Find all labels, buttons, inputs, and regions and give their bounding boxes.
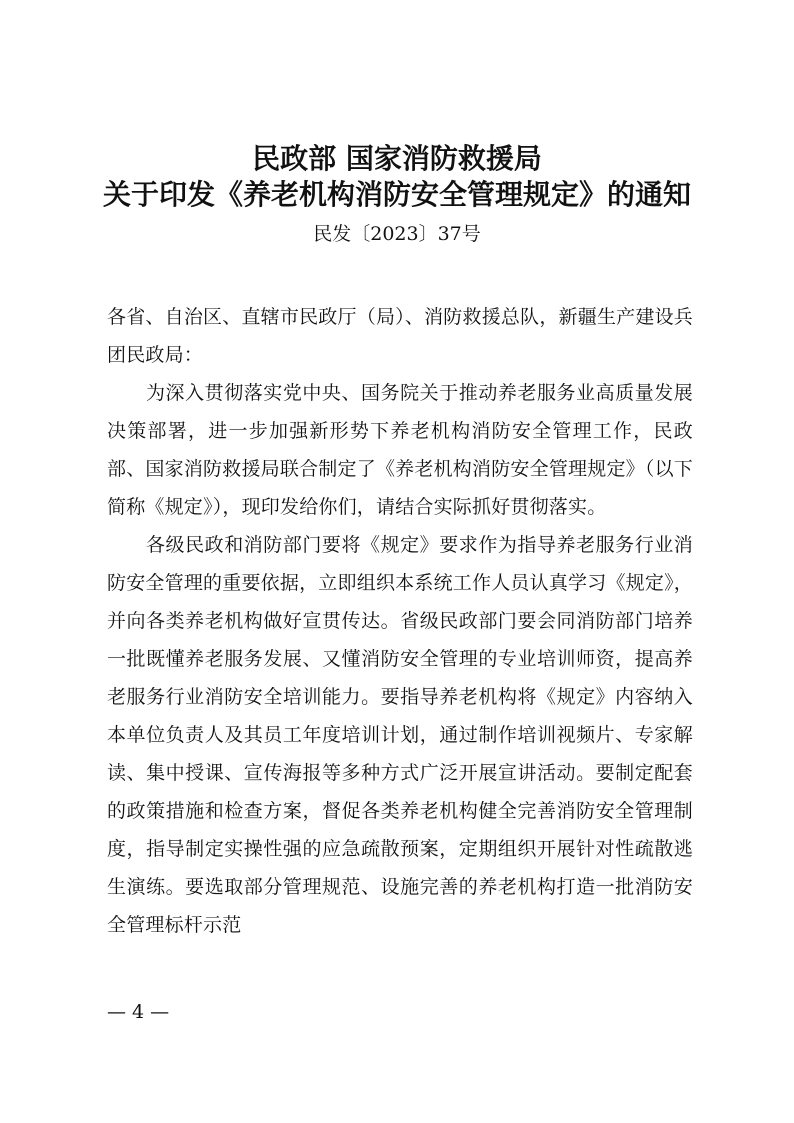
document-title-line-2: 关于印发《养老机构消防安全管理规定》的通知 <box>102 178 691 211</box>
body-paragraph-2: 各级民政和消防部门要将《规定》要求作为指导养老服务行业消防安全管理的重要依据，立即组织本系统工作人员认真学习《规定》，并向各类养老机构做好宣贯传达。省级民政部门要会同消防部门培养一批既懂养老服务发展、又懂消防安全管理的专业培训师资，提高养老服务行业消防安全培训能力。要指导养老机构将《规定》内容纳入本单位负责人及其员工年度培训计划，通过制作培训视频片、专家解读、集中授课、宣传海报等多种方式广泛开展宣讲活动。要制定配套的政策措施和检查方案，督促各类养老机构健全完善消防安全管理制度，指导制定实操性强的应急疏散预案，定期组织开展针对性疏散逃生演练。要选取部分管理规范、设施完善的养老机构打造一批消防安全管理标杆示范 <box>107 534 693 936</box>
salutation: 各省、自治区、直辖市民政厅（局）、消防救援总队，新疆生产建设兵团民政局： <box>107 306 693 366</box>
document-title-line-1: 民政部 国家消防救援局 <box>252 142 542 175</box>
document-header <box>0 141 794 247</box>
body-paragraph-1: 为深入贯彻落实党中央、国务院关于推动养老服务业高质量发展决策部署，进一步加强新形势下养老机构消防安全管理工作，民政部、国家消防救援局联合制定了《养老机构消防安全管理规定》（以下简称《规定》），现印发给你们，请结合实际抓好贯彻落实。 <box>107 382 693 518</box>
document-body <box>107 298 693 944</box>
page-number: — 4 — <box>107 1001 170 1023</box>
document-number: 民发〔2023〕37号 <box>313 223 481 245</box>
